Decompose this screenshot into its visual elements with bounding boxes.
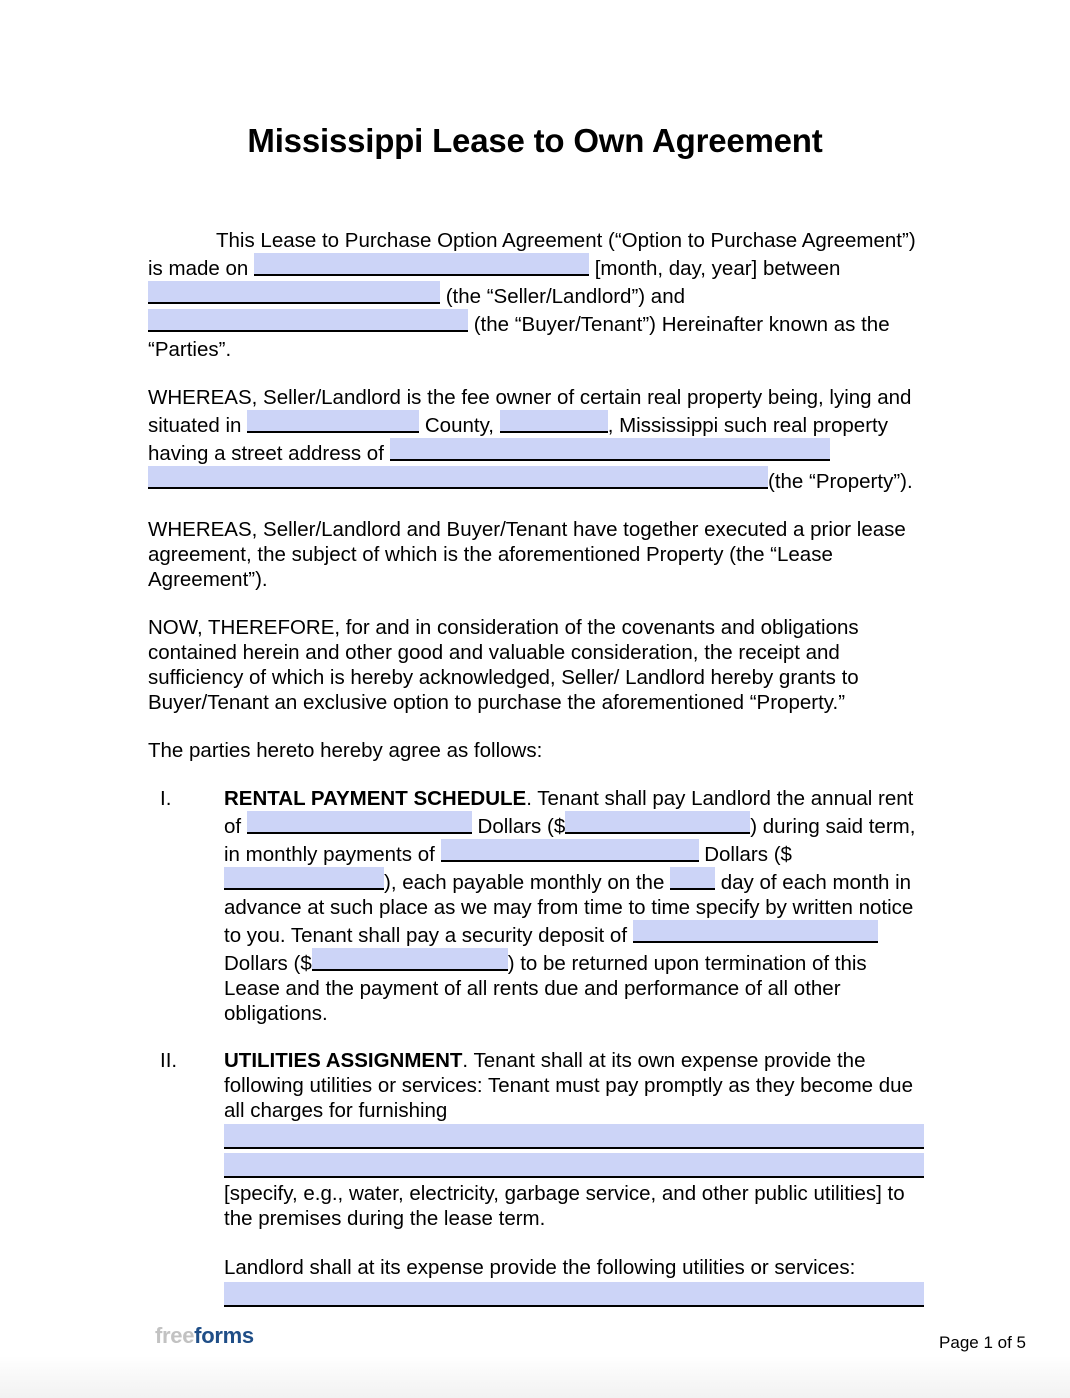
blank-street-address-line2[interactable] xyxy=(148,466,768,489)
clause-text-7: Dollars ($ xyxy=(224,952,312,975)
blank-landlord-utilities-line1[interactable] xyxy=(224,1282,924,1307)
blank-annual-rent-words[interactable] xyxy=(247,811,472,834)
blank-monthly-payment-words[interactable] xyxy=(441,839,699,862)
paragraph-now-therefore: NOW, THEREFORE, for and in consideration of the covenants and obligations contained herein and other good and valuable consideration, the receipt and sufficiency of which is hereby acknowledged, Seller/ Landlord hereby grants to Buyer/Tenant an exclusive option to purchase the aforementioned “Property.” xyxy=(148,616,859,714)
clause-rental-payment-schedule xyxy=(148,786,926,1026)
clause-content xyxy=(224,786,926,1026)
clause-text-1: . Tenant shall at its own expense provide the following utilities or services: Tenant must pay promptly as they become due all charges for furnishing xyxy=(224,1049,913,1122)
clause-heading: UTILITIES ASSIGNMENT xyxy=(224,1049,463,1072)
blank-tenant-utilities-line2[interactable] xyxy=(224,1153,924,1178)
clause-numeral: II. xyxy=(160,1049,178,1072)
blank-security-deposit-words[interactable] xyxy=(633,920,878,943)
clause-utilities-assignment xyxy=(148,1048,926,1310)
clause-text-6: day of each month in advance at such place as we may from time to time specify by written notice to you. Tenant shall pay a security deposit of xyxy=(224,871,914,947)
whereas-text-b: County, xyxy=(424,414,494,437)
blank-tenant-utilities-line1[interactable] xyxy=(224,1124,924,1149)
blank-agreement-date[interactable] xyxy=(254,253,589,276)
paragraph-agree-as-follows: The parties hereto hereby agree as follows: xyxy=(148,739,543,762)
paragraph-intro xyxy=(148,228,926,362)
intro-text-b: [month, day, year] between xyxy=(594,257,841,280)
whereas-text-d: (the “Property”). xyxy=(768,470,913,493)
blank-city-state[interactable] xyxy=(500,410,608,433)
clause-heading: RENTAL PAYMENT SCHEDULE xyxy=(224,787,527,810)
page-number-label: Page 1 of 5 xyxy=(939,1333,1026,1352)
clause-text-landlord-utilities: Landlord shall at its expense provide the following utilities or services: xyxy=(224,1256,856,1279)
blank-annual-rent-figure[interactable] xyxy=(565,811,750,834)
intro-text-c: (the “Seller/Landlord”) and xyxy=(445,285,685,308)
blank-county[interactable] xyxy=(247,410,419,433)
paragraph-whereas-lease: WHEREAS, Seller/Landlord and Buyer/Tenant have together executed a prior lease agreement, the subject of which is the aforementioned Property (the “Lease Agreement”). xyxy=(148,518,906,591)
blank-due-day[interactable] xyxy=(670,867,715,890)
clause-text-4: Dollars ($ xyxy=(704,843,792,866)
blank-buyer-tenant-name[interactable] xyxy=(148,309,468,332)
clause-content xyxy=(224,1048,926,1310)
intro-text-d: (the “Buyer/Tenant”) Hereinafter known as the “Parties”. xyxy=(148,313,890,361)
logo-text-forms: forms xyxy=(194,1323,254,1348)
clause-numeral: I. xyxy=(160,787,172,810)
freeforms-logo[interactable] xyxy=(155,1323,254,1349)
clause-text-1: . Tenant shall pay Landlord the annual rent of xyxy=(224,787,914,838)
whereas-text-c: , Mississippi such real property having a street address of xyxy=(148,414,888,465)
blank-street-address-line1[interactable] xyxy=(390,438,830,461)
logo-text-free: free xyxy=(155,1323,195,1348)
clause-text-3: ) during said term, in monthly payments of xyxy=(224,815,916,866)
clause-text-specify: [specify, e.g., water, electricity, garbage service, and other public utilities] to the premises during the lease term. xyxy=(224,1182,905,1230)
page-bottom-band xyxy=(0,1356,1070,1398)
clause-paragraph xyxy=(224,786,926,1026)
blank-monthly-payment-figure[interactable] xyxy=(224,867,384,890)
clause-text-8: ) to be returned upon termination of this Lease and the payment of all rents due and performance of all other obligations. xyxy=(224,952,867,1025)
intro-text-a: This Lease to Purchase Option Agreement (“Option to Purchase Agreement”) is made on xyxy=(148,229,916,280)
blank-security-deposit-figure[interactable] xyxy=(312,948,508,971)
clause-text-5: ), each payable monthly on the xyxy=(384,871,665,894)
document-body xyxy=(148,228,926,1332)
paragraph-whereas-property xyxy=(148,385,926,494)
whereas-text-a: WHEREAS, Seller/Landlord is the fee owner of certain real property being, lying and situated in xyxy=(148,386,912,437)
clause-paragraph xyxy=(224,1048,926,1123)
blank-seller-landlord-name[interactable] xyxy=(148,281,440,304)
clause-text-2: Dollars ($ xyxy=(477,815,566,838)
page-title: Mississippi Lease to Own Agreement xyxy=(247,122,823,159)
